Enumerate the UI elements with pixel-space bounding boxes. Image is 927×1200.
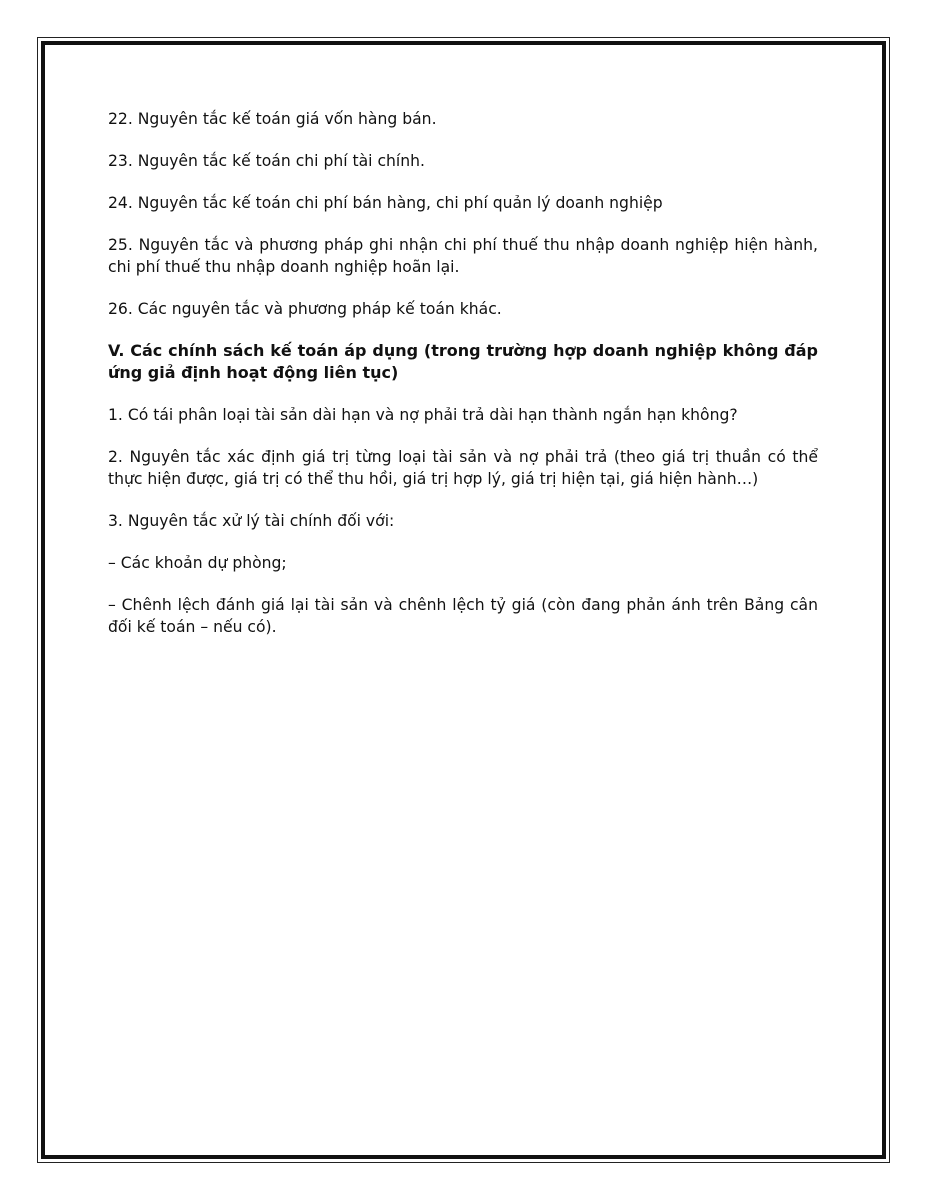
paragraph-item-25: 25. Nguyên tắc và phương pháp ghi nhận chi phí thuế thu nhập doanh nghiệp hiện hành, chi phí thuế thu nhập doanh nghiệp hoãn lại. <box>108 236 818 276</box>
paragraph-item-26: 26. Các nguyên tắc và phương pháp kế toán khác. <box>108 300 502 318</box>
paragraph-item-23: 23. Nguyên tắc kế toán chi phí tài chính. <box>108 152 425 170</box>
bullet-revaluation-differences: – Chênh lệch đánh giá lại tài sản và chênh lệch tỷ giá (còn đang phản ánh trên Bảng cân đối kế toán – nếu có). <box>108 596 818 636</box>
paragraph-item-24: 24. Nguyên tắc kế toán chi phí bán hàng, chi phí quản lý doanh nghiệp <box>108 194 663 212</box>
document-body <box>108 108 818 658</box>
paragraph-item-2: 2. Nguyên tắc xác định giá trị từng loại tài sản và nợ phải trả (theo giá trị thuần có thể thực hiện được, giá trị có thể thu hồi, giá trị hợp lý, giá trị hiện tại, giá hiện hành…) <box>108 448 818 488</box>
paragraph-item-3: 3. Nguyên tắc xử lý tài chính đối với: <box>108 512 395 530</box>
section-heading: V. Các chính sách kế toán áp dụng (trong trường hợp doanh nghiệp không đáp ứng giả định hoạt động liên tục) <box>108 341 818 382</box>
paragraph-item-22: 22. Nguyên tắc kế toán giá vốn hàng bán. <box>108 110 437 128</box>
bullet-provisions: – Các khoản dự phòng; <box>108 554 287 572</box>
paragraph-item-1: 1. Có tái phân loại tài sản dài hạn và nợ phải trả dài hạn thành ngắn hạn không? <box>108 406 738 424</box>
